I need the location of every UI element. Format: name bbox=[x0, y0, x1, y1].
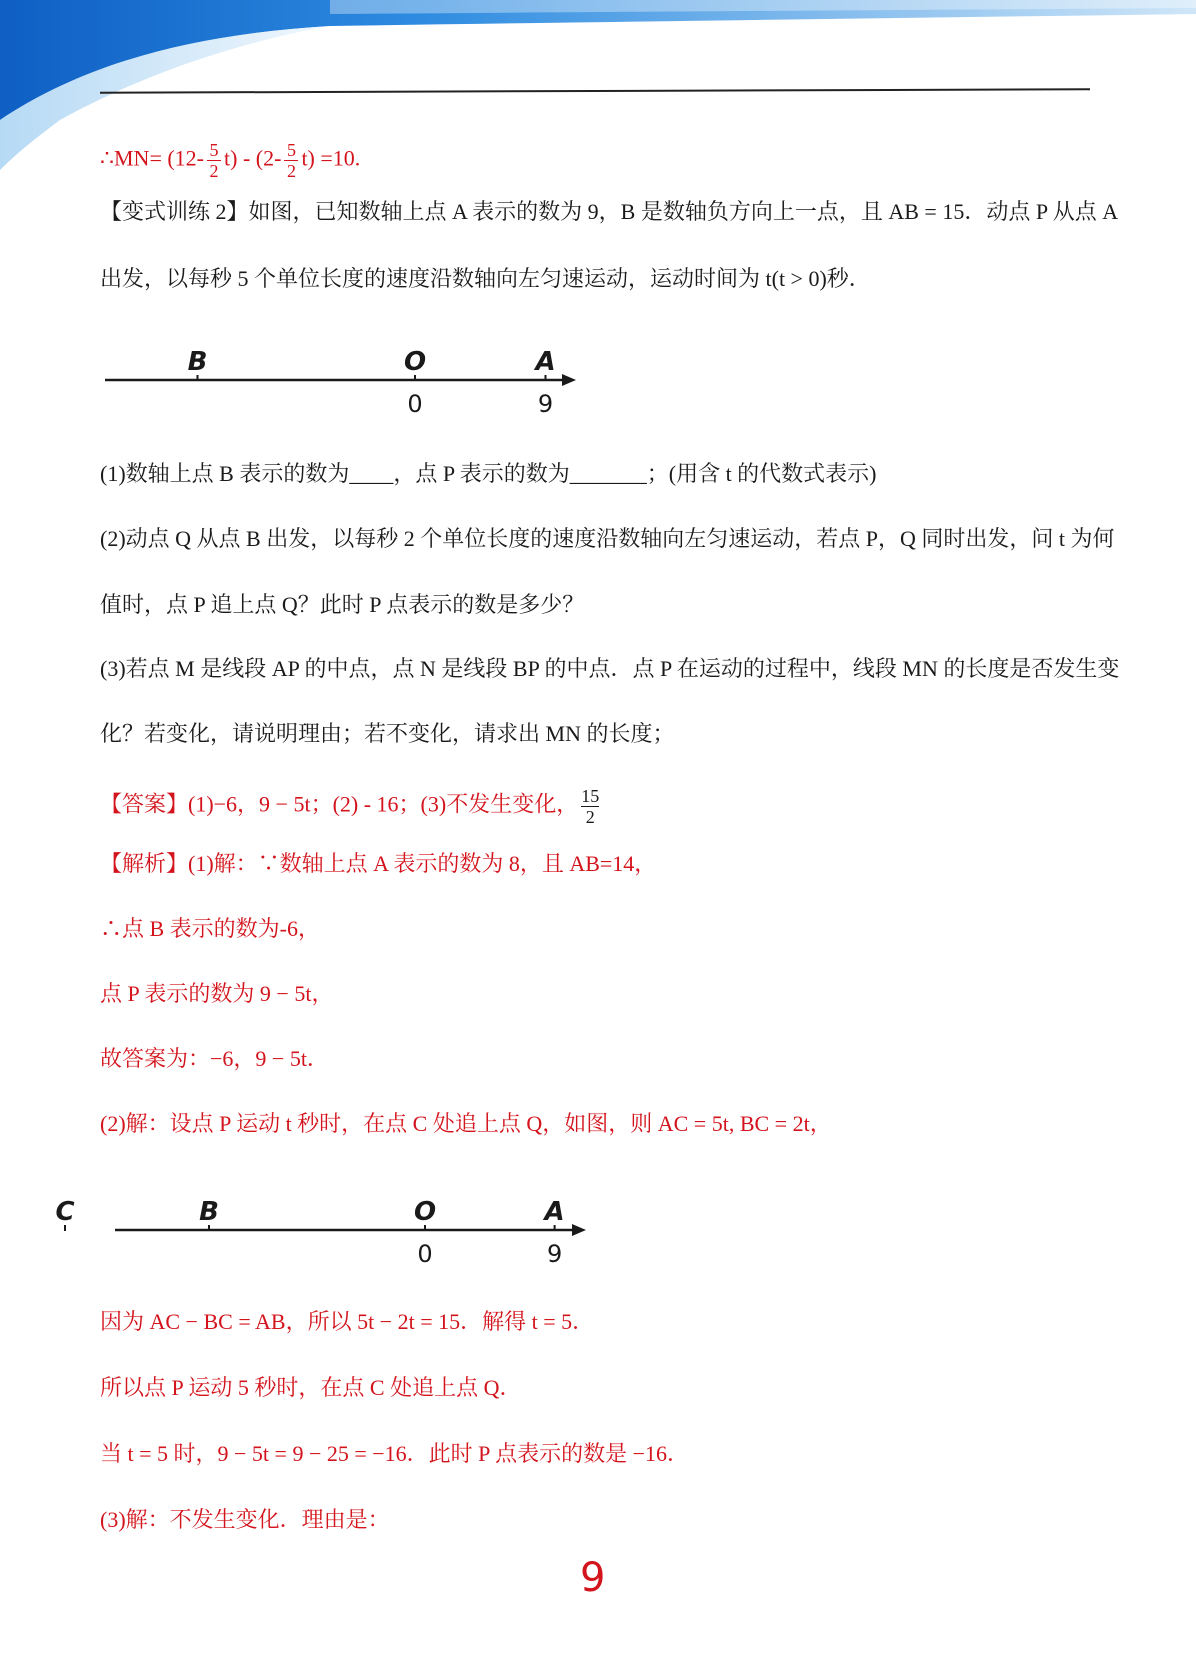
question-1: (1)数轴上点 B 表示的数为____，点 P 表示的数为_______；(用含 t 的代数式表示) bbox=[100, 461, 877, 486]
analysis-line-4: 故答案为：−6，9 − 5t． bbox=[100, 1046, 329, 1071]
solution-line-2: 所以点 P 运动 5 秒时，在点 C 处追上点 Q． bbox=[100, 1375, 522, 1400]
point-label-o: O bbox=[403, 347, 427, 377]
mn-prefix: ∴MN= (12- bbox=[100, 145, 205, 171]
mn-result-line bbox=[100, 140, 360, 181]
point-label-a: A bbox=[544, 1197, 565, 1227]
point-label-c: C bbox=[55, 1197, 75, 1227]
analysis-line-5: (2)解：设点 P 运动 t 秒时，在点 C 处追上点 Q，如图，则 AC = 5t, BC = 2t， bbox=[100, 1111, 832, 1136]
page-number: 9 bbox=[580, 1555, 606, 1601]
mn-suffix: t) =10. bbox=[301, 145, 361, 171]
point-label-b: B bbox=[187, 347, 208, 377]
axis-arrow bbox=[572, 1224, 586, 1236]
tick-label-9: 9 bbox=[546, 1240, 563, 1268]
tick-label-9: 9 bbox=[537, 390, 554, 418]
problem-line-2: 出发，以每秒 5 个单位长度的速度沿数轴向左匀速运动，运动时间为 t(t > 0)秒． bbox=[100, 266, 871, 291]
solution-line-3: 当 t = 5 时，9 − 5t = 9 − 25 = −16．此时 P 点表示的数是 −16． bbox=[100, 1441, 689, 1466]
problem-line-1: 【变式训练 2】如图，已知数轴上点 A 表示的数为 9，B 是数轴负方向上一点，且 AB = 15．动点 P 从点 A bbox=[100, 199, 1119, 224]
fraction: $\frac{5}{2}$ bbox=[284, 140, 298, 181]
answer-fraction: $\frac{15}{2}$ bbox=[581, 786, 600, 827]
tick-label-0: 0 bbox=[417, 1240, 433, 1268]
answer-text: 【答案】(1)−6，9 − 5t；(2) - 16；(3)不发生变化， bbox=[100, 791, 579, 817]
question-2-line-1: (2)动点 Q 从点 B 出发，以每秒 2 个单位长度的速度沿数轴向左匀速运动，若点 P，Q 同时出发，问 t 为何 bbox=[100, 526, 1115, 551]
point-label-o: O bbox=[413, 1197, 437, 1227]
question-3-line-2: 化？若变化，请说明理由；若不变化，请求出 MN 的长度； bbox=[100, 721, 675, 746]
question-2-line-2: 值时，点 P 追上点 Q？此时 P 点表示的数是多少？ bbox=[100, 592, 585, 617]
point-label-a: A bbox=[535, 347, 556, 377]
solution-line-4: (3)解：不发生变化．理由是： bbox=[100, 1507, 390, 1532]
mn-mid: t) - (2- bbox=[224, 145, 282, 171]
fraction: $\frac{5}{2}$ bbox=[207, 140, 221, 181]
question-3-line-1: (3)若点 M 是线段 AP 的中点，点 N 是线段 BP 的中点．点 P 在运动的过程中，线段 MN 的长度是否发生变 bbox=[100, 656, 1120, 681]
analysis-line-2: ∴点 B 表示的数为-6， bbox=[100, 916, 321, 941]
answer-line bbox=[100, 786, 602, 827]
solution-line-1: 因为 AC − BC = AB，所以 5t − 2t = 15．解得 t = 5． bbox=[100, 1309, 595, 1334]
axis-arrow bbox=[562, 374, 576, 386]
analysis-line-1: 【解析】(1)解：∵数轴上点 A 表示的数为 8，且 AB=14， bbox=[100, 851, 657, 876]
tick-label-0: 0 bbox=[407, 390, 423, 418]
point-label-b: B bbox=[199, 1197, 219, 1227]
analysis-line-3: 点 P 表示的数为 9 − 5t， bbox=[100, 981, 334, 1006]
